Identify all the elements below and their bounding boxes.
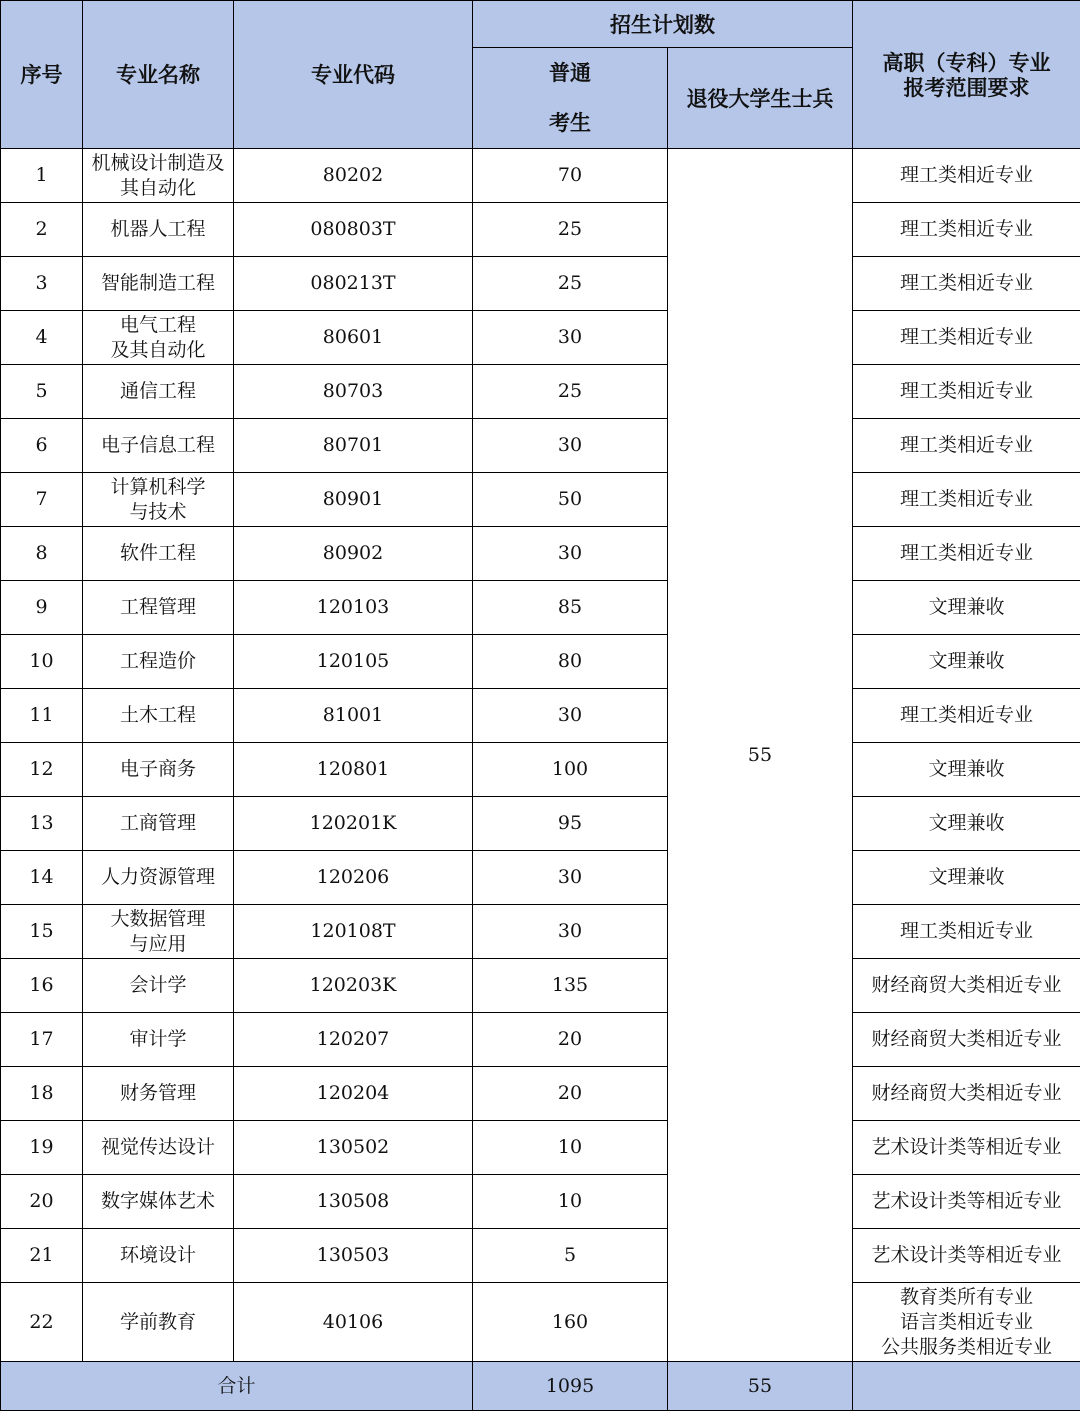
cell-major-name-line: 机械设计制造及 [91,151,225,174]
cell-seq: 22 [1,1283,83,1362]
cell-requirement [853,851,1080,905]
cell-major-name [83,1067,234,1121]
cell-major-name [83,473,234,527]
cell-major-code: 80601 [234,311,473,365]
cell-major-code: 80902 [234,527,473,581]
footer-ordinary-total: 1095 [473,1362,668,1411]
cell-requirement [853,203,1080,257]
cell-major-code: 080213T [234,257,473,311]
cell-ordinary-count: 30 [473,527,668,581]
cell-major-code: 40106 [234,1283,473,1362]
cell-major-name [83,797,234,851]
cell-ordinary-count: 20 [473,1067,668,1121]
cell-requirement [853,257,1080,311]
cell-major-code: 130502 [234,1121,473,1175]
cell-major-name-line: 人力资源管理 [100,866,215,888]
cell-major-name-line: 工商管理 [119,812,196,834]
cell-requirement-line: 文理兼收 [928,650,1005,672]
table-row [1,635,1080,689]
cell-requirement-line: 理工类相近专业 [899,704,1033,726]
cell-major-name-line: 及其自动化 [110,338,206,361]
cell-major-name-line: 智能制造工程 [100,272,215,294]
table-row [1,1067,1080,1121]
cell-major-name-line: 机器人工程 [110,218,206,240]
cell-ordinary-count: 30 [473,311,668,365]
table-row [1,905,1080,959]
table-row [1,959,1080,1013]
cell-major-code: 80202 [234,149,473,203]
cell-major-name-line: 电子信息工程 [100,434,215,456]
cell-requirement-line: 艺术设计类等相近专业 [871,1244,1062,1266]
table-row [1,851,1080,905]
cell-major-name-line: 与技术 [129,500,187,523]
cell-seq: 13 [1,797,83,851]
table-row [1,1229,1080,1283]
cell-major-code: 120105 [234,635,473,689]
cell-ordinary-count: 70 [473,149,668,203]
cell-requirement-line: 财经商贸大类相近专业 [871,1082,1062,1104]
cell-major-name [83,419,234,473]
cell-major-name-line: 视觉传达设计 [100,1136,215,1158]
cell-ordinary-count: 30 [473,689,668,743]
cell-seq: 3 [1,257,83,311]
cell-seq: 14 [1,851,83,905]
cell-requirement-line: 文理兼收 [928,866,1005,888]
cell-major-name [83,851,234,905]
table-row [1,1175,1080,1229]
cell-major-name-line: 学前教育 [119,1310,196,1333]
table-row [1,1283,1080,1362]
header-major-name: 专业名称 [83,1,234,149]
cell-ordinary-count: 30 [473,851,668,905]
cell-seq: 11 [1,689,83,743]
table-row [1,1013,1080,1067]
table-row [1,419,1080,473]
cell-requirement-line: 文理兼收 [928,812,1005,834]
cell-requirement [853,635,1080,689]
cell-major-name [83,203,234,257]
cell-requirement [853,797,1080,851]
cell-major-code: 120201K [234,797,473,851]
cell-major-name-line: 软件工程 [119,542,196,564]
cell-major-name [83,149,234,203]
cell-seq: 15 [1,905,83,959]
cell-major-code: 080803T [234,203,473,257]
footer-veteran-total: 55 [668,1362,853,1411]
cell-major-name [83,743,234,797]
cell-requirement [853,527,1080,581]
cell-major-name-line: 数字媒体艺术 [100,1190,215,1212]
cell-ordinary-count: 5 [473,1229,668,1283]
cell-seq: 6 [1,419,83,473]
cell-ordinary-count: 30 [473,419,668,473]
cell-major-code: 81001 [234,689,473,743]
table-header [1,1,1080,149]
cell-seq: 1 [1,149,83,203]
cell-seq: 2 [1,203,83,257]
cell-major-name [83,1013,234,1067]
cell-requirement [853,365,1080,419]
cell-requirement-line: 公共服务类相近专业 [880,1335,1052,1358]
cell-major-code: 80703 [234,365,473,419]
header-major-code: 专业代码 [234,1,473,149]
table-footer [1,1362,1080,1411]
cell-requirement [853,1067,1080,1121]
cell-requirement-line: 理工类相近专业 [899,218,1033,240]
cell-seq: 12 [1,743,83,797]
cell-major-name-line: 其自动化 [119,176,196,199]
cell-requirement-line: 理工类相近专业 [899,326,1033,348]
cell-requirement-line: 财经商贸大类相近专业 [871,974,1062,996]
cell-major-name-line: 工程管理 [119,596,196,618]
cell-seq: 5 [1,365,83,419]
header-ordinary-line2: 考生 [549,110,591,135]
cell-requirement [853,1175,1080,1229]
cell-major-name [83,1229,234,1283]
cell-requirement [853,581,1080,635]
cell-major-name [83,257,234,311]
cell-requirement [853,1121,1080,1175]
footer-total-label: 合计 [1,1362,473,1411]
cell-requirement-line: 文理兼收 [928,758,1005,780]
table-row [1,527,1080,581]
cell-ordinary-count: 80 [473,635,668,689]
cell-major-name [83,311,234,365]
cell-major-name-line: 电气工程 [119,313,196,336]
cell-requirement-line: 理工类相近专业 [899,380,1033,402]
cell-requirement-line: 理工类相近专业 [899,272,1033,294]
cell-major-code: 120103 [234,581,473,635]
cell-seq: 19 [1,1121,83,1175]
cell-major-name [83,635,234,689]
cell-major-name-line: 大数据管理 [110,907,206,930]
table-row [1,203,1080,257]
table-row [1,149,1080,203]
header-seq: 序号 [1,1,83,149]
header-req-line2: 报考范围要求 [903,74,1030,100]
cell-ordinary-count: 100 [473,743,668,797]
cell-major-name [83,689,234,743]
header-plan: 招生计划数 [473,1,853,48]
cell-ordinary-count: 10 [473,1121,668,1175]
cell-ordinary-count: 10 [473,1175,668,1229]
cell-requirement-line: 艺术设计类等相近专业 [871,1136,1062,1158]
cell-ordinary-count: 25 [473,365,668,419]
cell-requirement [853,1013,1080,1067]
cell-major-name [83,1121,234,1175]
cell-major-name [83,905,234,959]
cell-major-code: 120801 [234,743,473,797]
cell-major-code: 120206 [234,851,473,905]
cell-major-name [83,581,234,635]
cell-major-name [83,1175,234,1229]
cell-requirement [853,473,1080,527]
cell-ordinary-count: 85 [473,581,668,635]
cell-veteran-merged: 55 [668,149,853,1362]
header-ordinary [473,48,668,149]
cell-requirement [853,419,1080,473]
table-row [1,797,1080,851]
table-row [1,689,1080,743]
footer-empty-cell [853,1362,1080,1411]
cell-major-name-line: 财务管理 [119,1082,196,1104]
table-row [1,311,1080,365]
cell-major-name-line: 电子商务 [119,758,196,780]
cell-ordinary-count: 25 [473,203,668,257]
cell-major-name-line: 计算机科学 [110,475,206,498]
cell-major-code: 120204 [234,1067,473,1121]
cell-ordinary-count: 160 [473,1283,668,1362]
cell-seq: 18 [1,1067,83,1121]
table-row [1,1121,1080,1175]
cell-requirement [853,1229,1080,1283]
cell-seq: 21 [1,1229,83,1283]
header-ordinary-line1: 普通 [549,60,591,85]
cell-major-code: 130503 [234,1229,473,1283]
cell-requirement [853,689,1080,743]
cell-major-name-line: 通信工程 [119,380,196,402]
cell-requirement [853,149,1080,203]
cell-seq: 4 [1,311,83,365]
cell-ordinary-count: 30 [473,905,668,959]
header-requirement [853,1,1080,149]
cell-seq: 16 [1,959,83,1013]
header-req-line1: 高职（专科）专业 [882,49,1051,75]
cell-major-name-line: 与应用 [129,932,187,955]
header-veteran: 退役大学生士兵 [668,48,853,149]
cell-major-name-line: 审计学 [129,1028,187,1050]
cell-ordinary-count: 20 [473,1013,668,1067]
cell-requirement-line: 文理兼收 [928,596,1005,618]
cell-requirement [853,311,1080,365]
table-row [1,581,1080,635]
cell-major-name-line: 会计学 [129,974,187,996]
cell-seq: 9 [1,581,83,635]
cell-major-name [83,365,234,419]
cell-major-name [83,1283,234,1362]
cell-major-code: 120203K [234,959,473,1013]
cell-major-name [83,527,234,581]
cell-seq: 10 [1,635,83,689]
cell-major-code: 80901 [234,473,473,527]
table-body [1,149,1080,1362]
cell-requirement [853,905,1080,959]
cell-major-code: 80701 [234,419,473,473]
cell-requirement [853,743,1080,797]
cell-requirement-line: 教育类所有专业 [899,1285,1033,1308]
table-row [1,743,1080,797]
cell-requirement-line: 理工类相近专业 [899,434,1033,456]
cell-requirement-line: 财经商贸大类相近专业 [871,1028,1062,1050]
cell-ordinary-count: 95 [473,797,668,851]
cell-major-name-line: 工程造价 [119,650,196,672]
cell-requirement-line: 理工类相近专业 [899,164,1033,186]
cell-major-name [83,959,234,1013]
cell-requirement [853,1283,1080,1362]
table-row [1,473,1080,527]
table-row [1,365,1080,419]
cell-requirement [853,959,1080,1013]
cell-ordinary-count: 135 [473,959,668,1013]
cell-seq: 17 [1,1013,83,1067]
cell-seq: 7 [1,473,83,527]
cell-requirement-line: 理工类相近专业 [899,488,1033,510]
cell-requirement-line: 语言类相近专业 [899,1310,1033,1333]
cell-major-name-line: 环境设计 [119,1244,196,1266]
cell-major-code: 130508 [234,1175,473,1229]
cell-major-code: 120108T [234,905,473,959]
cell-major-code: 120207 [234,1013,473,1067]
cell-ordinary-count: 50 [473,473,668,527]
cell-requirement-line: 理工类相近专业 [899,542,1033,564]
cell-requirement-line: 艺术设计类等相近专业 [871,1190,1062,1212]
cell-seq: 20 [1,1175,83,1229]
table-row [1,257,1080,311]
cell-major-name-line: 土木工程 [119,704,196,726]
cell-ordinary-count: 25 [473,257,668,311]
cell-seq: 8 [1,527,83,581]
cell-requirement-line: 理工类相近专业 [899,920,1033,942]
